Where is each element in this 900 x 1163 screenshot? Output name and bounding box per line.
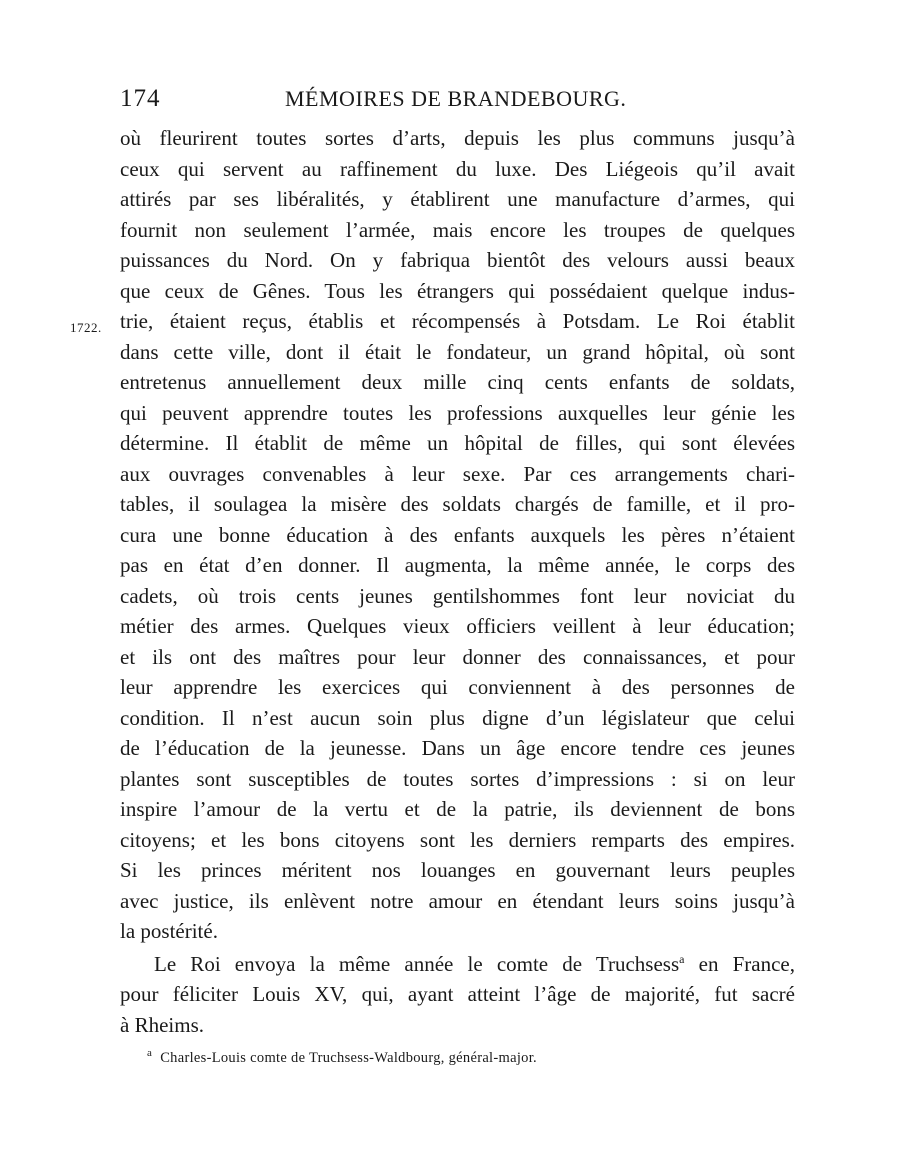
text-line: détermine. Il établit de même un hôpital de filles, qui sont élevées xyxy=(120,431,795,455)
text-line: cura une bonne éducation à des enfants auxquels les pères n’étaient xyxy=(120,522,795,547)
text-line: où fleurirent toutes sortes d’arts, depuis les plus communs jusqu’à xyxy=(120,126,795,150)
text-line: fournit non seulement l’armée, mais encore les troupes de quelques xyxy=(120,217,795,242)
footnote-mark: a xyxy=(147,1047,153,1060)
text-line: pas en état d’en donner. Il augmenta, la même année, le corps des xyxy=(120,553,795,577)
running-title: MÉMOIRES DE BRANDEBOURG. xyxy=(285,86,627,111)
text-line: avec justice, ils enlèvent notre amour en étendant leurs soins jusqu’à xyxy=(120,888,795,913)
footnote-text: Charles-Louis comte de Truchsess-Waldbourg, général-major. xyxy=(160,1050,537,1066)
paragraph-2 xyxy=(120,949,795,1041)
text-line: citoyens; et les bons citoyens sont les derniers remparts des empires. xyxy=(120,827,795,852)
footnote xyxy=(147,1047,537,1069)
text-line: leur apprendre les exercices qui conviennent à des personnes de xyxy=(120,675,795,699)
text-line xyxy=(120,949,795,980)
text-line: entretenus annuellement deux mille cinq cents enfants de soldats, xyxy=(120,370,795,394)
text-line: métier des armes. Quelques vieux officiers veillent à leur éducation; xyxy=(120,614,795,638)
text-line: plantes sont susceptibles de toutes sortes d’impressions : si on leur xyxy=(120,766,795,791)
text-line: condition. Il n’est aucun soin plus digne d’un législateur que celui xyxy=(120,705,795,730)
text-line: ceux qui servent au raffinement du luxe. Des Liégeois qu’il avait xyxy=(120,156,795,181)
text-line: inspire l’amour de la vertu et de la patrie, ils deviennent de bons xyxy=(120,797,795,821)
text-line: qui peuvent apprendre toutes les professions auxquelles leur génie les xyxy=(120,400,795,425)
text-line: que ceux de Gênes. Tous les étrangers qui possédaient quelque indus- xyxy=(120,278,795,303)
text-run: en France, xyxy=(684,951,795,976)
text-line: trie, étaient reçus, établis et récompensés à Potsdam. Le Roi établit xyxy=(120,309,795,333)
text-line: aux ouvrages convenables à leur sexe. Par ces arrangements chari- xyxy=(120,461,795,486)
text-run: Le Roi envoya la même année le comte de Truchsess xyxy=(154,951,680,976)
text-line: de l’éducation de la jeunesse. Dans un âge encore tendre ces jeunes xyxy=(120,736,795,760)
text-line: Si les princes méritent nos louanges en gouvernant leurs peuples xyxy=(120,858,795,882)
text-line: dans cette ville, dont il était le fondateur, un grand hôpital, où sont xyxy=(120,339,795,364)
page-number: 174 xyxy=(120,85,161,112)
paragraph-1 xyxy=(120,123,795,947)
margin-date-note: 1722. xyxy=(70,320,102,335)
text-line: la postérité. xyxy=(120,919,218,943)
text-line: puissances du Nord. On y fabriqua bientôt des velours aussi beaux xyxy=(120,248,795,272)
footnote-reference-mark[interactable]: a xyxy=(679,951,685,966)
text-line: pour féliciter Louis XV, qui, ayant atteint l’âge de majorité, fut sacré xyxy=(120,982,795,1006)
body-text xyxy=(120,123,795,1040)
text-line: attirés par ses libéralités, y établirent une manufacture d’armes, qui xyxy=(120,187,795,211)
text-line: et ils ont des maîtres pour leur donner des connaissances, et pour xyxy=(120,644,795,669)
text-line: cadets, où trois cents jeunes gentilshommes font leur noviciat du xyxy=(120,583,795,608)
text-line: tables, il soulagea la misère des soldats chargés de famille, et il pro- xyxy=(120,492,795,516)
text-line: à Rheims. xyxy=(120,1012,204,1037)
